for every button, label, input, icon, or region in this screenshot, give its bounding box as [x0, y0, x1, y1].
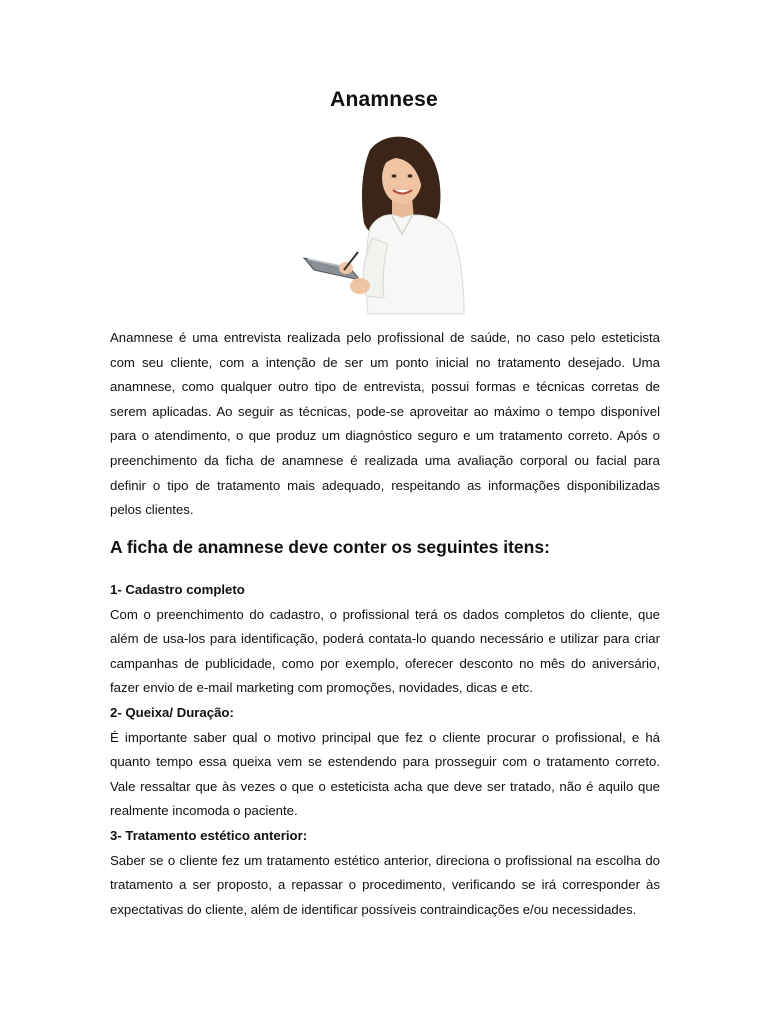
item-title: 3- Tratamento estético anterior: [110, 827, 308, 843]
item-title: 2- Queixa/ Duração: [110, 704, 234, 720]
list-item [110, 824, 660, 922]
item-text: Com o preenchimento do cadastro, o profissional terá os dados completos do cliente, que além de usa-los para identificação, poderá contata-lo quando necessário e utilizar para criar campanhas de publicidade, como por exemplo, oferecer desconto no mês do aniversário, fazer envio de e-mail marketing com promoções, novidades, dicas e etc. [110, 606, 660, 696]
list-item [110, 578, 660, 701]
items-list [110, 578, 660, 922]
intro-paragraph: Anamnese é uma entrevista realizada pelo profissional de saúde, no caso pelo esteticista com seu cliente, com a intenção de ser um ponto inicial no tratamento desejado. Uma anamnese, como qualquer outro tipo de entrevista, possui formas e técnicas corretas de serem aplicadas. Ao seguir as técnicas, pode-se aproveitar ao máximo o tempo disponível para o atendimento, o que produz um diagnóstico seguro e um tratamento correto. Após o preenchimento da ficha de anamnese é realizada uma avaliação corporal ou facial para definir o tipo de tratamento mais adequado, respeitando as informações disponibilizadas pelos clientes. [110, 330, 660, 518]
item-text: Saber se o cliente fez um tratamento estético anterior, direciona o profissional na escolha do tratamento a ser proposto, a repassar o procedimento, verificando se irá corresponder às expectativas do cliente, além de identificar possíveis contraindicações e/ou necessidades. [110, 852, 660, 917]
section-heading: A ficha de anamnese deve conter os seguintes itens: [110, 537, 550, 557]
list-item [110, 701, 660, 824]
item-text: É importante saber qual o motivo principal que fez o cliente procurar o profissional, e há quanto tempo essa queixa vem se estendendo para prosseguir com o tratamento correto. Vale ressaltar que às vezes o que o esteticista acha que deve ser tratado, não é aquilo que realmente incomoda o paciente. [110, 729, 660, 819]
woman-with-clipboard-photo [300, 128, 470, 318]
page-title: Anamnese [330, 88, 438, 111]
item-title: 1- Cadastro completo [110, 582, 245, 597]
